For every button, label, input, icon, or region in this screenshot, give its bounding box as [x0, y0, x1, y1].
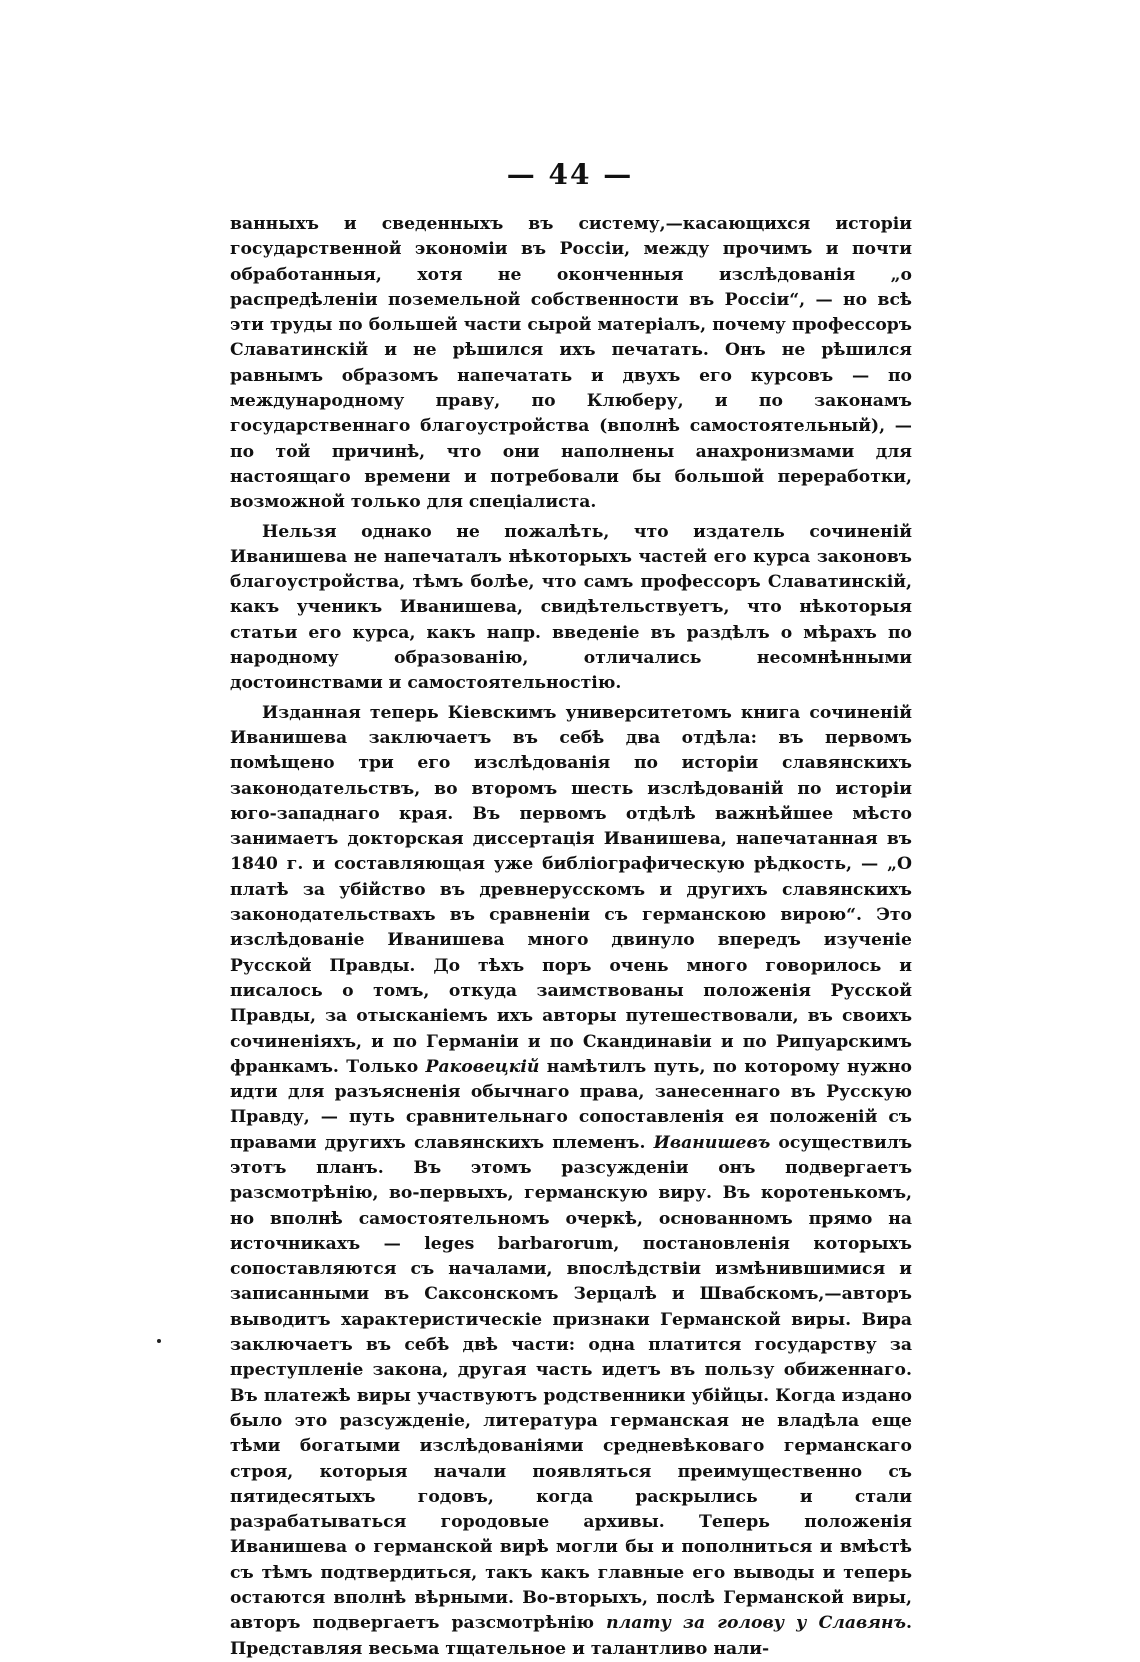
- italic-phrase-head-payment: плату за голову у Славянъ: [606, 1613, 907, 1634]
- paragraph-3-part-1: Изданная теперь Кіевскимъ университетомъ книга сочиненій Иванишева заключаетъ въ себѣ два отдѣла: въ первомъ помѣщено три его изслѣдованія по исторіи славянскихъ законодательствъ, во второмъ шесть изслѣдованій по исторіи юго-западнаго края. Въ первомъ отдѣлѣ важнѣйшее мѣсто занимаетъ докторская диссертація Иванишева, напечатанная въ 1840 г. и составляющая уже библіографическую рѣдкость, — „О платѣ за убійство въ древнерусскомъ и другихъ славянскихъ законодательствахъ въ сравненіи съ германскою вирою“. Это изслѣдованіе Иванишева много двинуло впередъ изученіе Русской Правды. До тѣхъ поръ очень много говорилось и писалось о томъ, откуда заимствованы положенія Русской Правды, за отысканіемъ ихъ авторы путешествовали, въ своихъ сочиненіяхъ, и по Германіи и по Скандинавіи и по Рипуарскимъ франкамъ. Только: [230, 702, 912, 1077]
- body-text: [230, 212, 912, 1662]
- margin-dot-mark: [157, 1339, 161, 1343]
- paragraph-3-part-3: осуществилъ этотъ планъ. Въ этомъ разсужденіи онъ подвергаетъ разсмотрѣнію, во-первыхъ, германскую виру. Въ коротенькомъ, но вполнѣ самостоятельномъ очеркѣ, основанномъ прямо на источникахъ — leges barbarorum, постановленія которыхъ сопоставляются съ началами, впослѣдствіи измѣнившимися и записанными въ Саксонскомъ Зерцалѣ и Швабскомъ,—авторъ выводитъ характеристическіе признаки Германской виры. Вира заключаетъ въ себѣ двѣ части: одна платится государству за преступленіе закона, другая часть идетъ въ пользу обиженнаго. Въ платежѣ виры участвуютъ родственники убійцы. Когда издано было это разсужденіе, литература германская не владѣла еще тѣми богатыми изслѣдованіями средневѣковаго германскаго строя, которыя начали появляться преимущественно съ пятидесятыхъ годовъ, когда раскрылись и стали разрабатываться городовые архивы. Теперь положенія Иванишева о германской вирѣ могли бы и пополниться и вмѣстѣ съ тѣмъ подтвердиться, такъ какъ главные его выводы и теперь остаются вполнѣ вѣрными. Во-вторыхъ, послѣ Германской виры, авторъ подвергаетъ разсмотрѣнію: [230, 1132, 912, 1634]
- paragraph-1: ванныхъ и сведенныхъ въ систему,—касающихся исторіи государственной экономіи въ Россіи, между прочимъ и почти обработанныя, хотя не оконченныя изслѣдованія „о распредѣленіи поземельной собственности въ Россіи“, — но всѣ эти труды по большей части сырой матеріалъ, почему профессоръ Славатинскій и не рѣшился ихъ печатать. Онъ не рѣшился равнымъ образомъ напечатать и двухъ его курсовъ — по международному праву, по Клюберу, и по законамъ государственнаго благоустройства (вполнѣ самостоятельный), — по той причинѣ, что они наполнены анахронизмами для настоящаго времени и потребовали бы большой переработки, возможной только для спеціалиста.: [230, 214, 912, 513]
- paragraph-3-part-4: . Представляя весьма тщательное и талантливо нали-: [230, 1613, 912, 1659]
- page-number: — 44 —: [506, 158, 634, 191]
- paragraph-2: Нельзя однако не пожалѣть, что издатель сочиненій Иванишева не напечаталъ нѣкоторыхъ частей его курса законовъ благоустройства, тѣмъ болѣе, что самъ профессоръ Славатинскій, какъ ученикъ Иванишева, свидѣтельствуетъ, что нѣкоторыя статьи его курса, какъ напр. введеніе въ раздѣлъ о мѣрахъ по народному образованію, отличались несомнѣнными достоинствами и самостоятельностію.: [230, 521, 912, 694]
- paragraph-3-part-2: намѣтилъ путь, по которому нужно идти для разъясненія обычнаго права, занесеннаго въ Русскую Правду, — путь сравнительнаго сопоставленія ея положеній съ правами другихъ славянскихъ племенъ.: [230, 1056, 912, 1153]
- paragraph-3: [230, 701, 912, 1662]
- italic-name-ivanishev: Иванишевъ: [653, 1132, 771, 1153]
- italic-name-rakovetsky: Раковецкій: [425, 1056, 540, 1077]
